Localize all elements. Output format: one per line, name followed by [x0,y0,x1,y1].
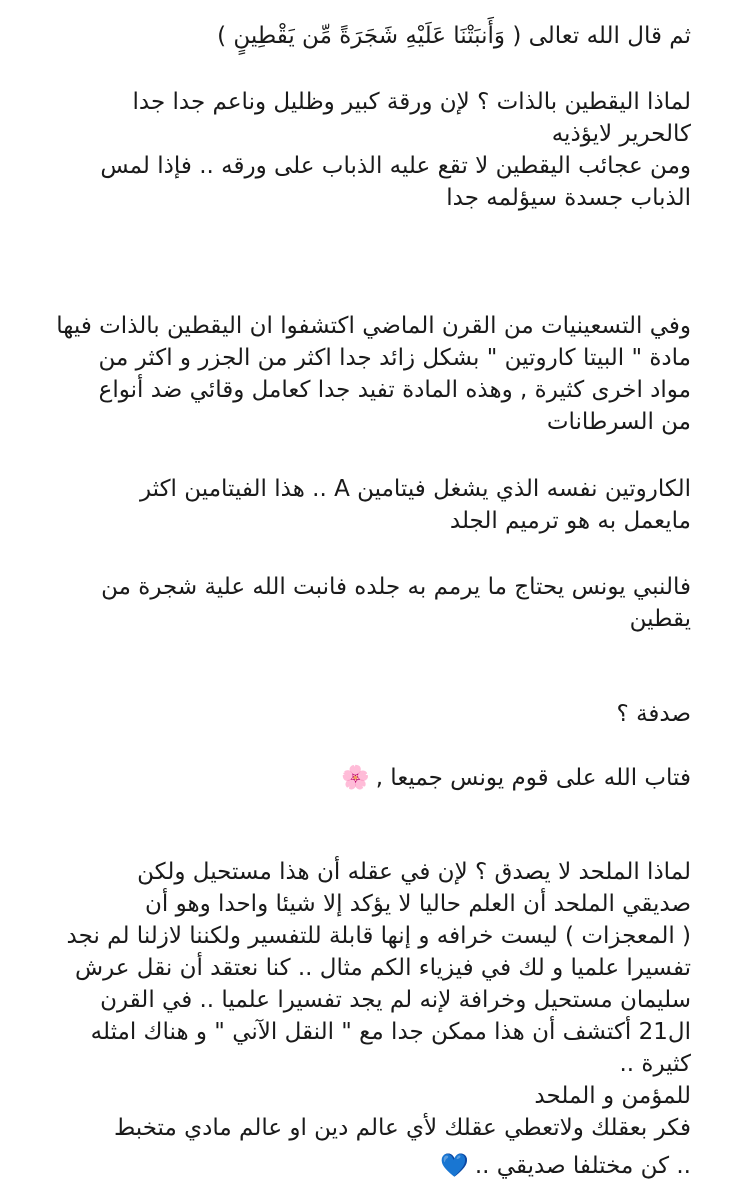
text-line: الكاروتين نفسه الذي يشغل فيتامين A .. هذا الفيتامين اكثر [139,476,691,502]
text-line: فكر بعقلك ولاتعطي عقلك لأي عالم دين او عالم مادي متخبط [113,1115,691,1141]
text-line: صدفة ؟ [616,701,691,727]
text-line: ال21 أكتشف أن هذا ممكن جدا مع " النقل الآني " و هناك امثله [90,1019,691,1045]
text-line: وفي التسعينيات من القرن الماضي اكتشفوا ان اليقطين بالذات فيها [56,313,691,339]
text-line: صديقي الملحد أن العلم حاليا لا يؤكد إلا شيئا واحدا وهو أن [144,891,691,917]
text-line: مادة " البيتا كاروتين " بشكل زائد جدا اكثر من الجزر و اكثر من [98,345,691,371]
text-line: تفسيرا علميا و لك في فيزياء الكم مثال .. كنا نعتقد أن نقل عرش [75,955,691,981]
text-line-with-emoji [30,1150,691,1182]
text-line: مواد اخرى كثيرة , وهذه المادة تفيد جدا كعامل وقائي ضد أنواع [98,377,691,403]
text-line: فتاب الله على قوم يونس جميعا , [375,765,691,791]
text-line-with-emoji [30,762,691,794]
text-line: ثم قال الله تعالى ( وَأَنبَتْنَا عَلَيْهِ شَجَرَةً مِّن يَقْطِينٍ ) [217,23,691,49]
cherry-blossom-icon: 🌸 [341,765,370,791]
text-line: .. كن مختلفا صديقي .. [474,1153,691,1179]
blue-heart-icon: 💙 [440,1153,469,1179]
text-line: فالنبي يونس يحتاج ما يرمم به جلده فانبت الله علية شجرة من [101,574,691,600]
text-line: مايعمل به هو ترميم الجلد [449,508,691,534]
text-line: كالحرير لايؤذيه [551,121,691,147]
text-line: كثيرة .. [619,1051,691,1077]
text-line: يقطين [629,606,691,632]
text-line: ومن عجائب اليقطين لا تقع عليه الذباب على ورقه .. فإذا لمس [100,153,691,179]
text-line: لماذا الملحد لا يصدق ؟ لإن في عقله أن هذا مستحيل ولكن [137,859,691,885]
text-line: ( المعجزات ) ليست خرافه و إنها قابلة للتفسير ولكننا لازلنا لم نجد [66,923,691,949]
text-line: للمؤمن و الملحد [534,1083,691,1109]
text-line: من السرطانات [546,409,691,435]
text-line: سليمان مستحيل وخرافة لإنه لم يجد تفسيرا علميا .. في القرن [100,987,691,1013]
text-line: الذباب جسدة سيؤلمه جدا [446,185,691,211]
text-line: لماذا اليقطين بالذات ؟ لإن ورقة كبير وظليل وناعم جدا جدا [132,89,691,115]
